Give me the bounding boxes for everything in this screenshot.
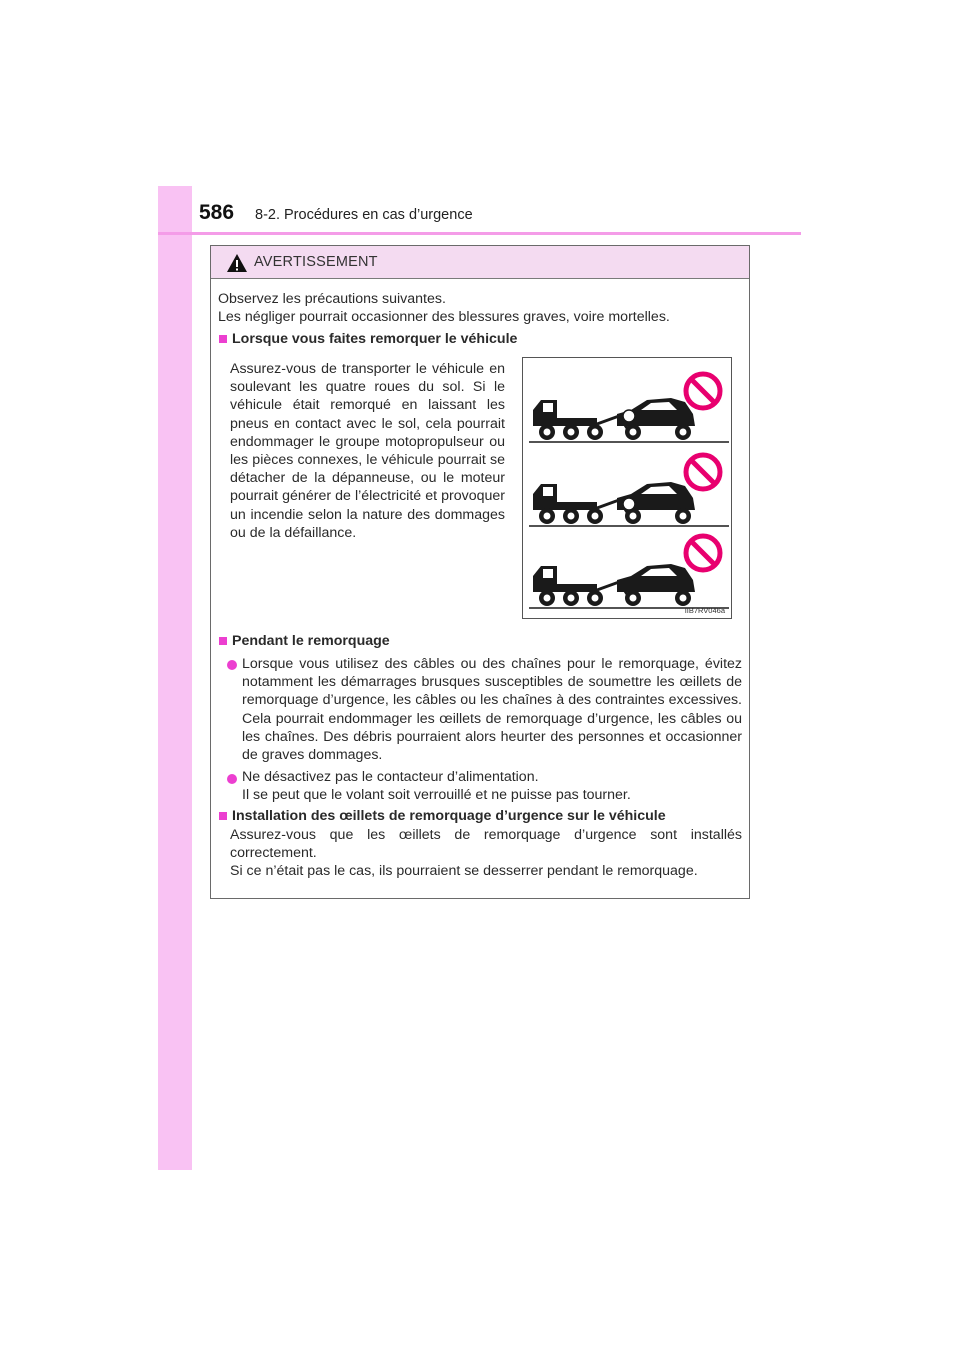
warning-intro-2: Les négliger pourrait occasionner des blessures graves, voire mortelles. [218,309,670,325]
list-bullet-dot [227,660,237,670]
page-number: 586 [199,201,235,224]
tow-scene-3 [529,536,729,608]
section-title: 8-2. Procédures en cas d’urgence [255,207,473,223]
section-bullet-square [219,812,227,820]
section-heading-eyelets: Installation des œillets de remorquage d’urgence sur le véhicule [232,808,666,824]
illustration-code: IIB7RV046a [684,606,725,615]
towing-body: Assurez-vous de transporter le véhicule en soulevant les quatre roues du sol. Si le véhicule était remorqué en laissant les pneus en contact avec le sol, cela pourrait endommager le groupe motopropulseur ou les pièces connexes, le véhicule pourrait se détacher de la dépanneuse, ou le moteur pourrait générer de l’électricité et provoquer un incendie selon la nature des dommages ou de la défaillance. [230,361,505,541]
tow-truck-icon [523,358,733,620]
warning-title: AVERTISSEMENT [254,254,378,270]
eyelets-body-1: Assurez-vous que les œillets de remorquage d’urgence sont installés correctement. [230,827,742,862]
section-heading-towing: Lorsque vous faites remorquer le véhicule [232,331,518,347]
warning-triangle-icon [226,253,248,273]
header-divider [158,232,801,235]
side-tab-strip [158,186,192,1170]
tow-scene-2 [529,455,729,526]
during-towing-bullet-2: Ne désactivez pas le contacteur d’alimentation. [242,769,539,785]
warning-header [211,246,749,279]
section-bullet-square [219,335,227,343]
during-towing-bullet-2-note: Il se peut que le volant soit verrouillé et ne puisse pas tourner. [242,787,631,803]
list-bullet-dot [227,774,237,784]
warning-intro-1: Observez les précautions suivantes. [218,291,446,307]
section-heading-during-towing: Pendant le remorquage [232,633,390,649]
eyelets-body-2: Si ce n’était pas le cas, ils pourraient se desserrer pendant le remorquage. [230,863,698,879]
towing-illustration [522,357,732,619]
during-towing-bullet-1: Lorsque vous utilisez des câbles ou des chaînes pour le remorquage, évitez notamment les démarrages brusques susceptibles de soumettre les œillets de remorquage d’urgence, les câbles ou les chaînes à des contraintes excessives. Cela pourrait endommager les œillets de remorquage d’urgence, les câbles ou les chaînes. Des débris pourraient alors heurter des personnes et occasionner de graves dommages. [242,656,742,764]
section-bullet-square [219,637,227,645]
tow-scene-1 [529,374,729,442]
